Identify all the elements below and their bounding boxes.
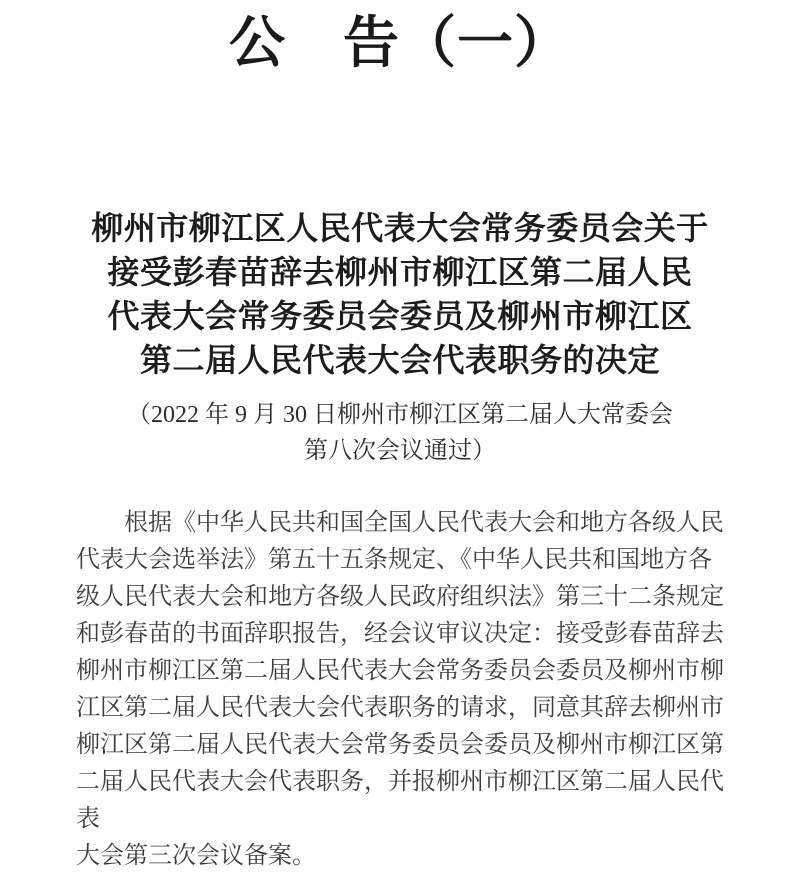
decision-title: 柳州市柳江区人民代表大会常务委员会关于 接受彭春苗辞去柳州市柳江区第二届人民 代表大会常务委员会委员及柳州市柳江区 第二届人民代表大会代表职务的决定 [91,210,709,378]
announcement-title: 公 告（一） [229,13,571,75]
adoption-note: （2022 年 9 月 30 日柳州市柳江区第二届人大常委会 第八次会议通过） [127,402,673,464]
decision-body-text: 根据《中华人民共和国全国人民代表大会和地方各级人民 代表大会选举法》第五十五条规定、《中华人民共和国地方各 级人民代表大会和地方各级人民政府组织法》第三十二条规定 和彭春苗的书面辞职报告，经会议审议决定：接受彭春苗辞去 柳州市柳江区第二届人民代表大会常务委员会委员及柳州市柳 江区第二届人民代表大会代表职务的请求，同意其辞去柳州市 柳江区第二届人民代表大会常务委员会委员及柳州市柳江区第 二届人民代表大会代表职务，并报柳州市柳江区第二届人民代表 大会第三次会议备案。 [76,510,724,869]
